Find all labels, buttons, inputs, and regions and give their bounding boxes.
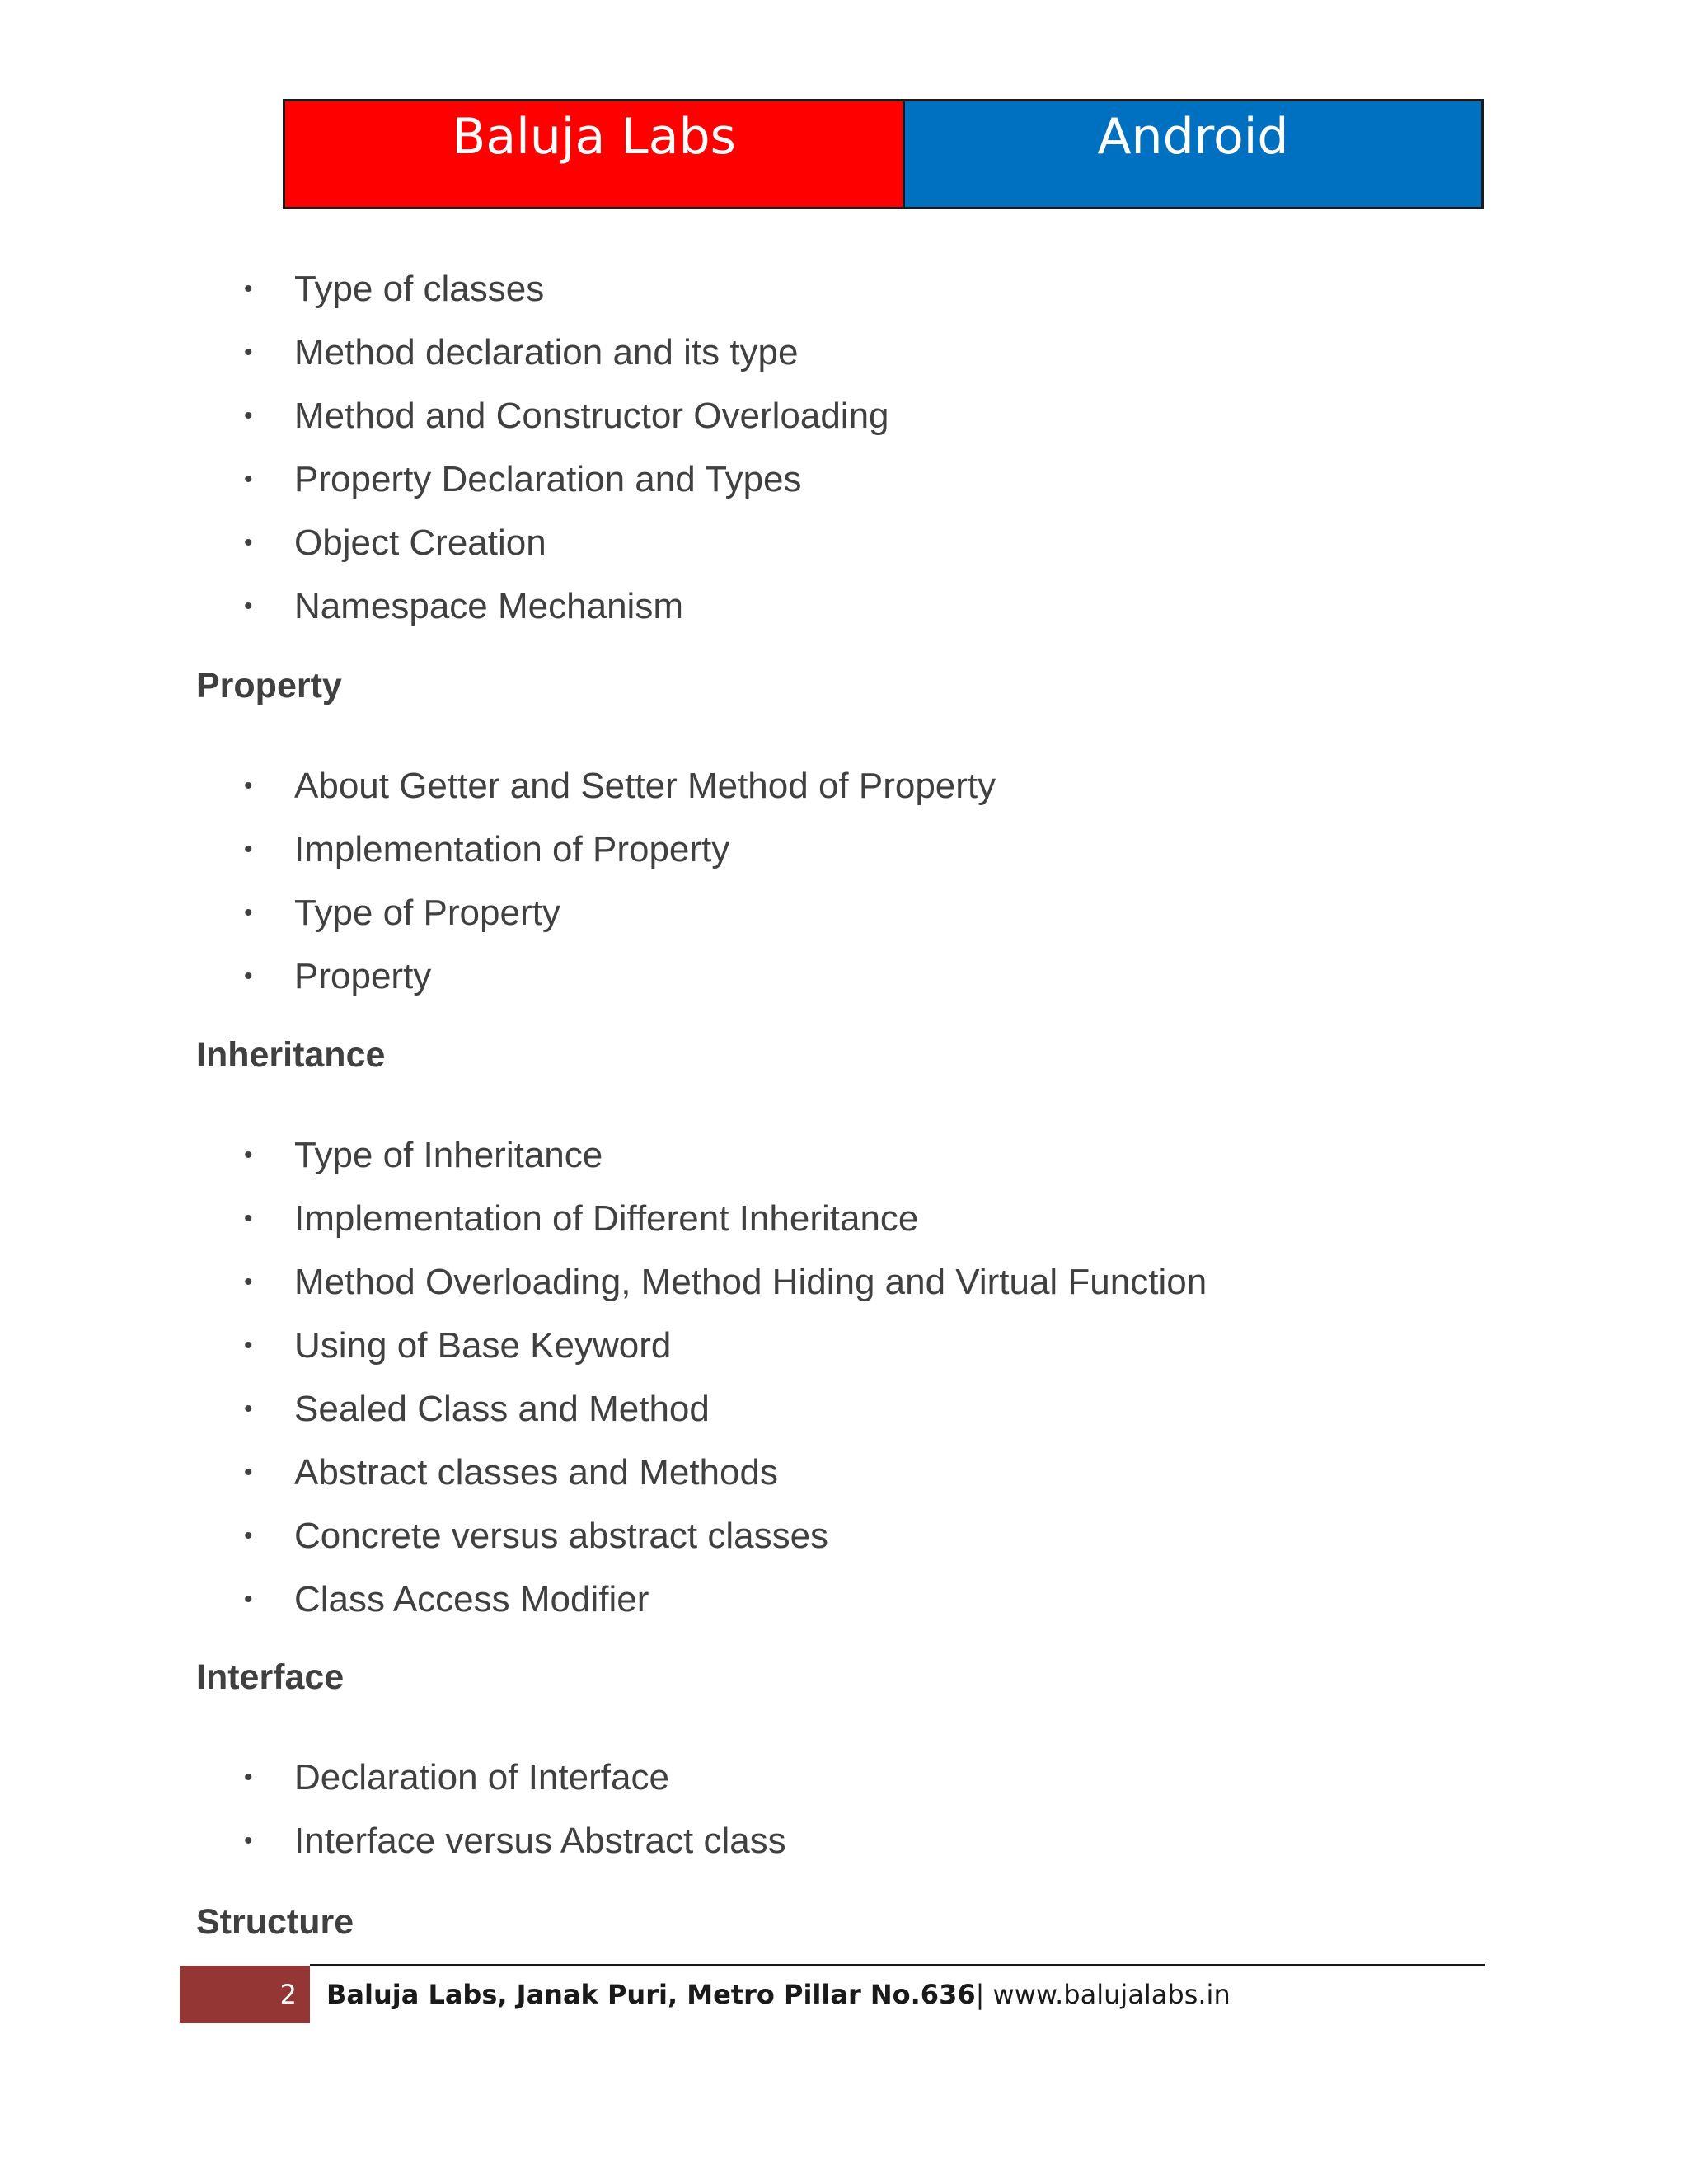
bullet-icon: • xyxy=(244,1141,253,1169)
bullet-icon: • xyxy=(244,339,253,366)
list-item-text: Type of Property xyxy=(294,893,560,933)
list-item-text: About Getter and Setter Method of Property xyxy=(294,766,996,806)
bullet-icon: • xyxy=(244,1586,253,1613)
list-item xyxy=(244,1314,1207,1377)
bullet-icon: • xyxy=(244,1268,253,1296)
bullet-icon: • xyxy=(244,1205,253,1232)
list-item-text: Method Overloading, Method Hiding and Virtual Function xyxy=(294,1262,1207,1302)
bullet-icon: • xyxy=(244,529,253,556)
section-heading-inheritance: Inheritance xyxy=(196,1035,386,1075)
list-item xyxy=(244,1504,1207,1568)
section-heading-interface: Interface xyxy=(196,1657,345,1697)
list-item xyxy=(244,1746,786,1809)
list-item-text: Property xyxy=(294,956,432,996)
list-item-text: Object Creation xyxy=(294,523,546,563)
bullet-icon: • xyxy=(244,275,253,302)
list-item xyxy=(244,881,996,944)
list-item xyxy=(244,1568,1207,1631)
list-item xyxy=(244,754,996,818)
footer-separator: | xyxy=(975,1979,985,2010)
footer-website: www.balujalabs.in xyxy=(984,1979,1231,2010)
list-item-text: Namespace Mechanism xyxy=(294,586,683,626)
list-item xyxy=(244,574,889,638)
bullet-icon: • xyxy=(244,1522,253,1549)
list-item xyxy=(244,1187,1207,1250)
property-list xyxy=(244,754,996,1008)
list-item xyxy=(244,818,996,881)
header-banner xyxy=(283,99,1484,209)
list-item-text: Sealed Class and Method xyxy=(294,1389,710,1429)
list-item xyxy=(244,448,889,511)
list-item-text: Declaration of Interface xyxy=(294,1757,669,1797)
inheritance-list xyxy=(244,1123,1207,1631)
list-item-text: Implementation of Property xyxy=(294,829,730,869)
bullet-icon: • xyxy=(244,402,253,429)
list-item-text: Method and Constructor Overloading xyxy=(294,396,889,436)
header-brand-title: Baluja Labs xyxy=(285,101,905,207)
bullet-icon: • xyxy=(244,1332,253,1359)
list-item xyxy=(244,257,889,321)
bullet-icon: • xyxy=(244,1764,253,1791)
bullet-icon: • xyxy=(244,1459,253,1486)
list-item-text: Abstract classes and Methods xyxy=(294,1452,778,1493)
list-item xyxy=(244,1250,1207,1314)
bullet-icon: • xyxy=(244,899,253,926)
list-item xyxy=(244,1441,1207,1504)
list-item-text: Class Access Modifier xyxy=(294,1579,649,1619)
list-item xyxy=(244,944,996,1008)
list-item-text: Type of Inheritance xyxy=(294,1135,603,1175)
bullet-icon: • xyxy=(244,1827,253,1854)
list-item xyxy=(244,1123,1207,1187)
list-item xyxy=(244,384,889,448)
list-item xyxy=(244,511,889,574)
list-item-text: Interface versus Abstract class xyxy=(294,1821,786,1861)
bullet-icon: • xyxy=(244,836,253,863)
list-item xyxy=(244,321,889,384)
header-course-title: Android xyxy=(905,101,1481,207)
list-item-text: Property Declaration and Types xyxy=(294,459,802,499)
bullet-icon: • xyxy=(244,593,253,620)
section-heading-structure: Structure xyxy=(196,1902,354,1942)
footer-text xyxy=(326,1966,1231,2023)
list-item-text: Type of classes xyxy=(294,269,545,309)
list-item xyxy=(244,1809,786,1872)
bullet-icon: • xyxy=(244,466,253,493)
bullet-icon: • xyxy=(244,1395,253,1422)
section-heading-property: Property xyxy=(196,666,342,705)
list-item xyxy=(244,1377,1207,1441)
intro-list xyxy=(244,257,889,638)
footer-address: Baluja Labs, Janak Puri, Metro Pillar No.636 xyxy=(326,1979,976,2010)
list-item-text: Using of Base Keyword xyxy=(294,1325,672,1366)
list-item-text: Method declaration and its type xyxy=(294,332,799,373)
footer-page-number: 2 xyxy=(180,1966,310,2023)
bullet-icon: • xyxy=(244,963,253,990)
list-item-text: Concrete versus abstract classes xyxy=(294,1516,829,1556)
interface-list xyxy=(244,1746,786,1872)
list-item-text: Implementation of Different Inheritance xyxy=(294,1198,919,1239)
bullet-icon: • xyxy=(244,772,253,799)
